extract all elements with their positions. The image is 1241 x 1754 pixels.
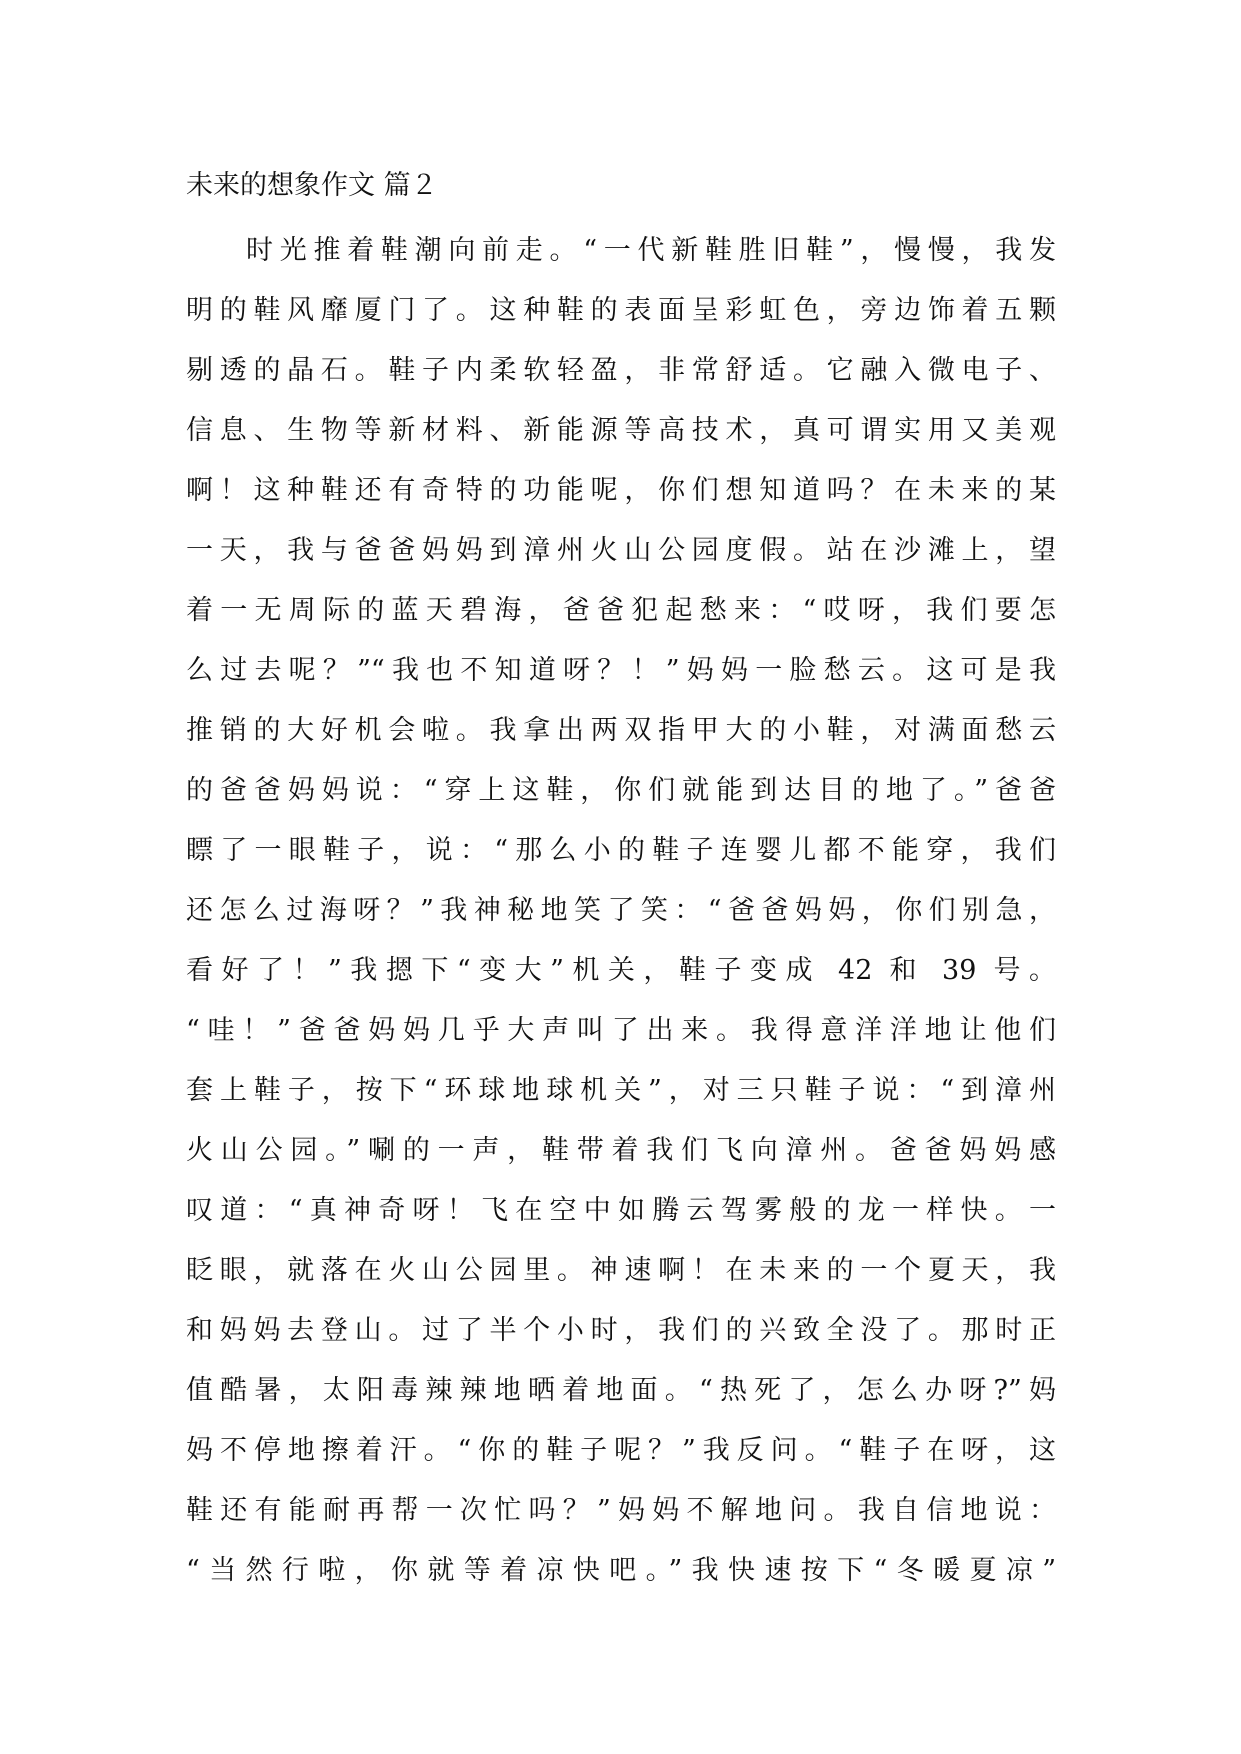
body-line: 推销的大好机会啦。我拿出两双指甲大的小鞋，对满面愁云 — [186, 715, 1056, 746]
body-line: 信息、生物等新材料、新能源等高技术，真可谓实用又美观 — [186, 415, 1056, 446]
body-line: 眨眼，就落在火山公园里。神速啊！在未来的一个夏天，我 — [186, 1255, 1056, 1286]
body-line: 着一无周际的蓝天碧海，爸爸犯起愁来：“哎呀，我们要怎 — [186, 595, 1056, 626]
body-line: 时光推着鞋潮向前走。“一代新鞋胜旧鞋”，慢慢，我发 — [246, 235, 1056, 266]
body-line: 和妈妈去登山。过了半个小时，我们的兴致全没了。那时正 — [186, 1315, 1056, 1346]
body-line: 妈不停地擦着汗。“你的鞋子呢？”我反问。“鞋子在呀，这 — [186, 1435, 1056, 1466]
body-line: 的爸爸妈妈说：“穿上这鞋，你们就能到达目的地了。”爸爸 — [186, 775, 1056, 806]
body-line: 值酷暑，太阳毒辣辣地晒着地面。“热死了，怎么办呀?”妈 — [186, 1375, 1056, 1406]
body-line: 明的鞋风靡厦门了。这种鞋的表面呈彩虹色，旁边饰着五颗 — [186, 295, 1056, 326]
body-line: 套上鞋子，按下“环球地球机关”，对三只鞋子说：“到漳州 — [186, 1075, 1056, 1106]
body-line: 剔透的晶石。鞋子内柔软轻盈，非常舒适。它融入微电子、 — [186, 355, 1056, 386]
body-line: 一天，我与爸爸妈妈到漳州火山公园度假。站在沙滩上，望 — [186, 535, 1056, 566]
body-line: 还怎么过海呀？”我神秘地笑了笑：“爸爸妈妈，你们别急， — [186, 895, 1056, 926]
body-line: 么过去呢？”“我也不知道呀？！”妈妈一脸愁云。这可是我 — [186, 655, 1056, 686]
body-line: 叹道：“真神奇呀！飞在空中如腾云驾雾般的龙一样快。一 — [186, 1195, 1056, 1226]
body-line: 火山公园。”唰的一声，鞋带着我们飞向漳州。爸爸妈妈感 — [186, 1135, 1056, 1166]
essay-body — [186, 221, 1056, 1601]
body-line: 瞟了一眼鞋子，说：“那么小的鞋子连婴儿都不能穿，我们 — [186, 835, 1056, 866]
body-line: 啊！这种鞋还有奇特的功能呢，你们想知道吗？在未来的某 — [186, 475, 1056, 506]
essay-title: 未来的想象作文 篇２ — [186, 170, 438, 201]
body-line: “当然行啦，你就等着凉快吧。”我快速按下“冬暖夏凉” — [186, 1555, 1056, 1586]
body-line: 鞋还有能耐再帮一次忙吗？”妈妈不解地问。我自信地说： — [186, 1495, 1056, 1526]
body-line: “哇！”爸爸妈妈几乎大声叫了出来。我得意洋洋地让他们 — [186, 1015, 1056, 1046]
body-line: 看好了！”我摁下“变大”机关，鞋子变成 42 和 39 号。 — [186, 955, 1056, 986]
